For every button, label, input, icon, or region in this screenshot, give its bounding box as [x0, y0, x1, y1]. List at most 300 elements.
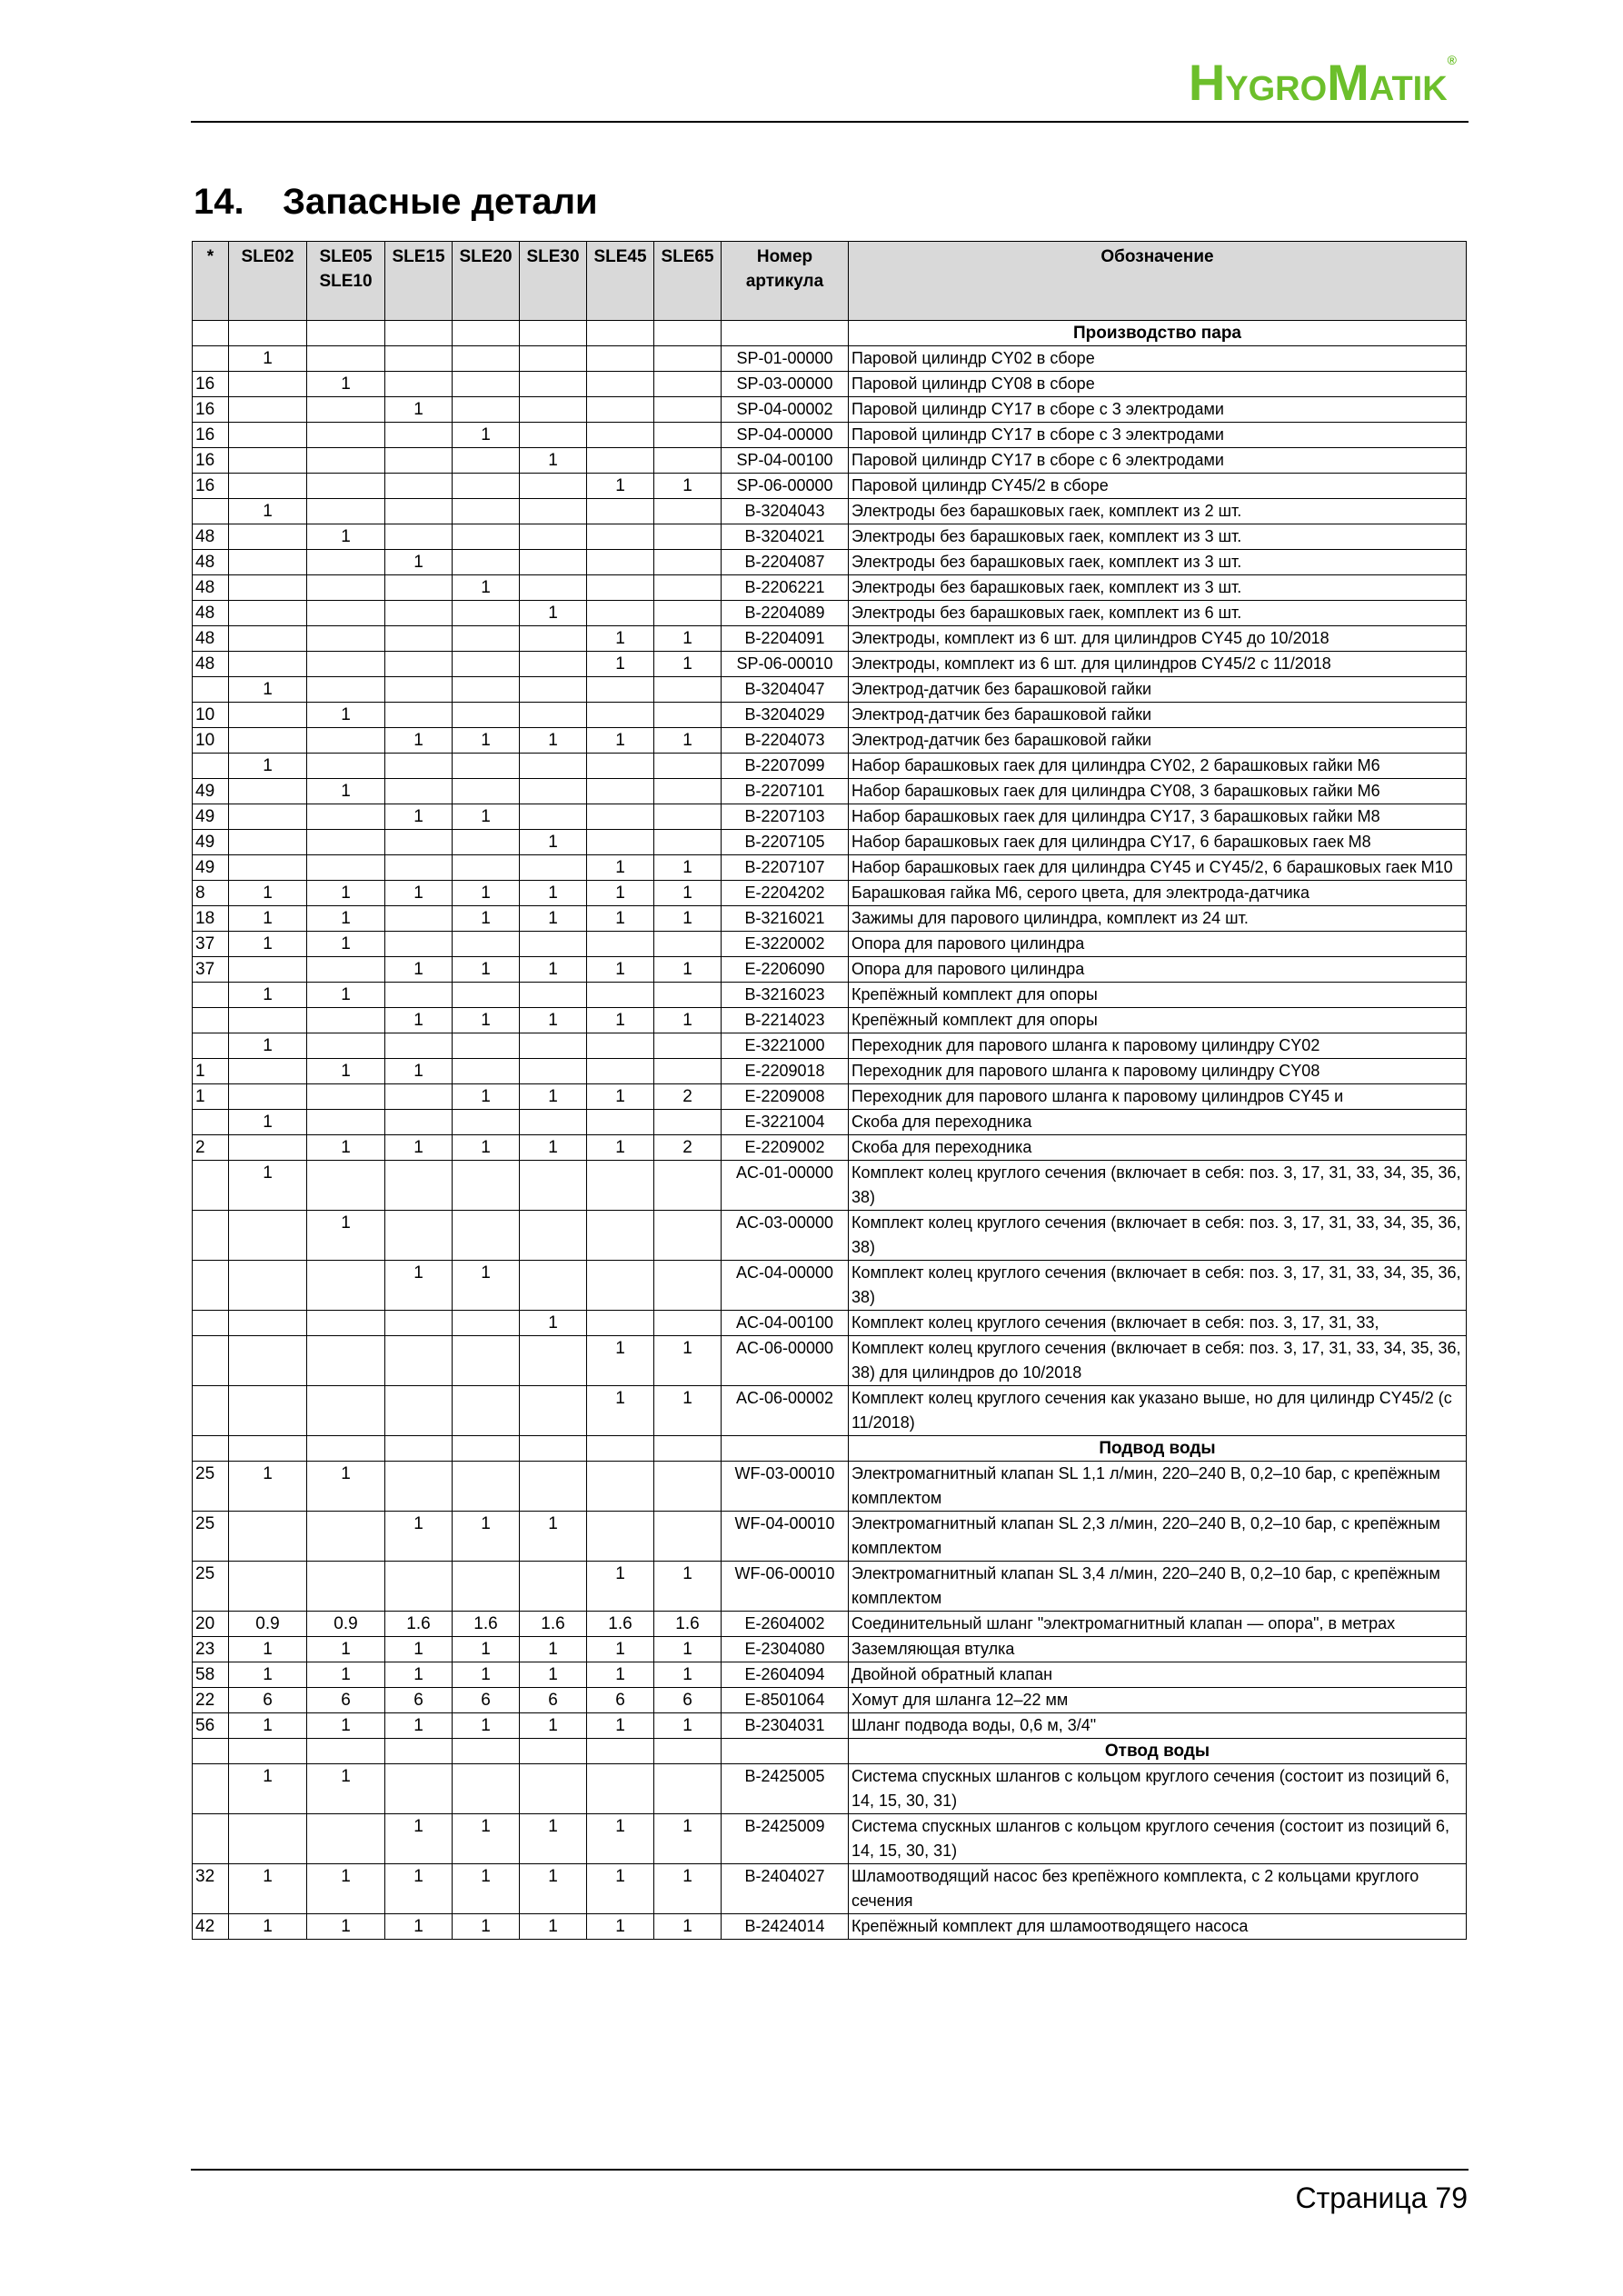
quantity-cell [654, 1033, 722, 1059]
quantity-cell [587, 983, 654, 1008]
quantity-cell: 1 [654, 906, 722, 932]
article-number-cell: E-2209018 [722, 1059, 849, 1084]
quantity-cell [385, 1562, 453, 1612]
table-row [193, 1261, 1467, 1311]
quantity-cell: 1 [453, 728, 520, 754]
quantity-cell: 1 [229, 1713, 307, 1739]
designation-cell: Паровой цилиндр CY17 в сборе с 3 электродами [849, 397, 1467, 423]
quantity-cell [654, 983, 722, 1008]
designation-cell: Паровой цилиндр CY08 в сборе [849, 372, 1467, 397]
quantity-cell: 1 [520, 1713, 587, 1739]
quantity-cell [654, 830, 722, 855]
quantity-cell [385, 932, 453, 957]
quantity-cell: 1 [453, 957, 520, 983]
quantity-cell [654, 1211, 722, 1261]
quantity-cell: 1 [587, 1914, 654, 1940]
quantity-cell [587, 1059, 654, 1084]
article-number-cell: B-2425005 [722, 1764, 849, 1814]
page-number: Страница 79 [1295, 2181, 1468, 2214]
quantity-cell: 6 [307, 1688, 385, 1713]
quantity-cell: 1 [654, 957, 722, 983]
position-cell [193, 1008, 229, 1033]
table-row [193, 1135, 1467, 1161]
quantity-cell: 1 [229, 499, 307, 524]
quantity-cell: 1 [307, 1135, 385, 1161]
quantity-cell [229, 626, 307, 652]
empty-cell [229, 1436, 307, 1462]
quantity-cell [587, 1462, 654, 1512]
quantity-cell [587, 1512, 654, 1562]
position-cell: 49 [193, 855, 229, 881]
quantity-cell [229, 1512, 307, 1562]
quantity-cell [453, 1161, 520, 1211]
quantity-cell: 1 [385, 1914, 453, 1940]
quantity-cell [587, 1311, 654, 1336]
quantity-cell [307, 1814, 385, 1864]
quantity-cell: 1 [520, 1864, 587, 1914]
quantity-cell: 1.6 [453, 1612, 520, 1637]
quantity-cell [520, 1059, 587, 1084]
section-title: Отвод воды [849, 1739, 1467, 1764]
table-row [193, 881, 1467, 906]
quantity-cell: 1 [385, 1662, 453, 1688]
empty-cell [520, 1436, 587, 1462]
quantity-cell: 1 [520, 1311, 587, 1336]
quantity-cell: 1 [385, 1864, 453, 1914]
section-title: Производство пара [849, 321, 1467, 346]
quantity-cell [453, 499, 520, 524]
position-cell [193, 1814, 229, 1864]
designation-cell: Переходник для парового шланга к паровому цилиндров CY45 и [849, 1084, 1467, 1110]
position-cell [193, 1211, 229, 1261]
position-cell: 32 [193, 1864, 229, 1914]
empty-cell [722, 1436, 849, 1462]
quantity-cell: 1 [587, 1713, 654, 1739]
quantity-cell [520, 626, 587, 652]
quantity-cell [307, 626, 385, 652]
quantity-cell: 6 [229, 1688, 307, 1713]
quantity-cell [453, 677, 520, 703]
quantity-cell: 1 [385, 804, 453, 830]
article-number-cell: AC-06-00002 [722, 1386, 849, 1436]
designation-cell: Электрод-датчик без барашковой гайки [849, 703, 1467, 728]
position-cell [193, 1336, 229, 1386]
quantity-cell: 1 [654, 881, 722, 906]
quantity-cell [307, 1336, 385, 1386]
designation-cell: Опора для парового цилиндра [849, 957, 1467, 983]
article-number-cell: E-2209008 [722, 1084, 849, 1110]
col-header-sle05-10: SLE05 SLE10 [307, 242, 385, 321]
quantity-cell: 1 [229, 346, 307, 372]
quantity-cell [453, 474, 520, 499]
quantity-cell: 1 [307, 983, 385, 1008]
position-cell: 48 [193, 626, 229, 652]
empty-cell [385, 1436, 453, 1462]
quantity-cell [307, 804, 385, 830]
article-number-cell: SP-04-00002 [722, 397, 849, 423]
table-row [193, 1512, 1467, 1562]
quantity-cell [654, 423, 722, 448]
quantity-cell [520, 397, 587, 423]
table-row [193, 779, 1467, 804]
quantity-cell [385, 575, 453, 601]
quantity-cell [520, 423, 587, 448]
designation-cell: Скоба для переходника [849, 1135, 1467, 1161]
article-number-cell: AC-04-00100 [722, 1311, 849, 1336]
designation-cell: Соединительный шланг "электромагнитный клапан — опора", в метрах [849, 1612, 1467, 1637]
quantity-cell [307, 1261, 385, 1311]
table-row [193, 499, 1467, 524]
designation-cell: Барашковая гайка M6, серого цвета, для электрода-датчика [849, 881, 1467, 906]
designation-cell: Крепёжный комплект для опоры [849, 1008, 1467, 1033]
designation-cell: Двойной обратный клапан [849, 1662, 1467, 1688]
quantity-cell [307, 1084, 385, 1110]
quantity-cell [307, 448, 385, 474]
quantity-cell: 1 [587, 474, 654, 499]
quantity-cell [385, 1764, 453, 1814]
quantity-cell [453, 754, 520, 779]
quantity-cell [453, 397, 520, 423]
quantity-cell [307, 1110, 385, 1135]
table-row [193, 1612, 1467, 1637]
quantity-cell [385, 626, 453, 652]
quantity-cell [307, 1512, 385, 1562]
quantity-cell [587, 1033, 654, 1059]
table-row [193, 932, 1467, 957]
designation-cell: Шламоотводящий насос без крепёжного комплекта, с 2 кольцами круглого сечения [849, 1864, 1467, 1914]
quantity-cell [385, 1084, 453, 1110]
quantity-cell: 6 [520, 1688, 587, 1713]
quantity-cell [654, 601, 722, 626]
quantity-cell [520, 703, 587, 728]
quantity-cell: 6 [385, 1688, 453, 1713]
quantity-cell [520, 1261, 587, 1311]
position-cell [193, 983, 229, 1008]
article-number-cell: E-3220002 [722, 932, 849, 957]
quantity-cell [587, 601, 654, 626]
position-cell: 16 [193, 448, 229, 474]
quantity-cell [654, 550, 722, 575]
quantity-cell [587, 575, 654, 601]
quantity-cell [229, 601, 307, 626]
quantity-cell: 1 [385, 1059, 453, 1084]
position-cell [193, 499, 229, 524]
table-row [193, 1008, 1467, 1033]
table-row [193, 652, 1467, 677]
quantity-cell [654, 779, 722, 804]
table-row [193, 1059, 1467, 1084]
position-cell [193, 677, 229, 703]
empty-cell [654, 1436, 722, 1462]
quantity-cell: 1 [307, 1662, 385, 1688]
article-number-cell: AC-01-00000 [722, 1161, 849, 1211]
article-number-cell: SP-03-00000 [722, 372, 849, 397]
designation-cell: Крепёжный комплект для опоры [849, 983, 1467, 1008]
quantity-cell [453, 1336, 520, 1386]
quantity-cell: 1 [654, 728, 722, 754]
quantity-cell: 1 [385, 1261, 453, 1311]
quantity-cell: 1 [385, 1637, 453, 1662]
article-number-cell: B-2204087 [722, 550, 849, 575]
table-row [193, 1311, 1467, 1336]
empty-cell [520, 1739, 587, 1764]
quantity-cell: 6 [654, 1688, 722, 1713]
position-cell: 49 [193, 830, 229, 855]
col-header-sle30: SLE30 [520, 242, 587, 321]
quantity-cell: 1 [587, 1386, 654, 1436]
quantity-cell [229, 830, 307, 855]
section-title: Подвод воды [849, 1436, 1467, 1462]
quantity-cell: 1 [385, 550, 453, 575]
quantity-cell: 1 [654, 1914, 722, 1940]
col-header-sle65: SLE65 [654, 242, 722, 321]
quantity-cell [307, 652, 385, 677]
table-row [193, 575, 1467, 601]
quantity-cell [229, 1386, 307, 1436]
quantity-cell [520, 652, 587, 677]
quantity-cell [307, 1562, 385, 1612]
article-number-cell: B-2204091 [722, 626, 849, 652]
empty-cell [193, 1739, 229, 1764]
quantity-cell [453, 830, 520, 855]
quantity-cell: 1 [453, 575, 520, 601]
quantity-cell: 2 [654, 1084, 722, 1110]
article-number-cell: B-2206221 [722, 575, 849, 601]
designation-cell: Набор барашковых гаек для цилиндра CY45 и CY45/2, 6 барашковых гаек M10 [849, 855, 1467, 881]
quantity-cell [385, 906, 453, 932]
designation-cell: Электроды без барашковых гаек, комплект из 3 шт. [849, 524, 1467, 550]
quantity-cell: 1 [385, 1512, 453, 1562]
quantity-cell [453, 1110, 520, 1135]
quantity-cell [587, 677, 654, 703]
table-row [193, 346, 1467, 372]
quantity-cell [587, 550, 654, 575]
article-number-cell: B-2204073 [722, 728, 849, 754]
quantity-cell [654, 703, 722, 728]
quantity-cell [229, 423, 307, 448]
quantity-cell: 1 [385, 881, 453, 906]
quantity-cell: 1 [520, 1008, 587, 1033]
quantity-cell [385, 983, 453, 1008]
quantity-cell [587, 1161, 654, 1211]
designation-cell: Набор барашковых гаек для цилиндра CY17, 3 барашковых гайки M8 [849, 804, 1467, 830]
article-number-cell: B-2214023 [722, 1008, 849, 1033]
quantity-cell [453, 1462, 520, 1512]
quantity-cell [453, 932, 520, 957]
empty-cell [307, 1739, 385, 1764]
quantity-cell: 1 [654, 1562, 722, 1612]
quantity-cell: 1 [587, 1662, 654, 1688]
quantity-cell: 1 [654, 1637, 722, 1662]
quantity-cell: 1 [307, 1914, 385, 1940]
table-row [193, 983, 1467, 1008]
quantity-cell [307, 601, 385, 626]
designation-cell: Опора для парового цилиндра [849, 932, 1467, 957]
quantity-cell [307, 346, 385, 372]
article-number-cell: E-2209002 [722, 1135, 849, 1161]
article-number-cell: B-2424014 [722, 1914, 849, 1940]
empty-cell [453, 321, 520, 346]
quantity-cell: 1 [654, 1386, 722, 1436]
quantity-cell: 1 [453, 423, 520, 448]
quantity-cell: 1 [385, 1008, 453, 1033]
quantity-cell [587, 423, 654, 448]
quantity-cell [587, 754, 654, 779]
quantity-cell [587, 1261, 654, 1311]
quantity-cell: 1 [453, 881, 520, 906]
quantity-cell [229, 703, 307, 728]
article-number-cell: B-2207107 [722, 855, 849, 881]
hygromatik-logo: HYGROMATIK® [1188, 53, 1457, 111]
designation-cell: Зажимы для парового цилиндра, комплект из 24 шт. [849, 906, 1467, 932]
quantity-cell: 1 [520, 1084, 587, 1110]
quantity-cell: 1 [587, 652, 654, 677]
article-number-cell: E-2204202 [722, 881, 849, 906]
quantity-cell: 1 [453, 1914, 520, 1940]
quantity-cell: 1 [587, 855, 654, 881]
table-row [193, 754, 1467, 779]
quantity-cell [229, 1008, 307, 1033]
article-number-cell: SP-04-00100 [722, 448, 849, 474]
quantity-cell: 1 [229, 932, 307, 957]
empty-cell [453, 1739, 520, 1764]
quantity-cell: 1 [587, 1864, 654, 1914]
quantity-cell [229, 397, 307, 423]
article-number-cell: B-2404027 [722, 1864, 849, 1914]
quantity-cell [385, 754, 453, 779]
empty-cell [520, 321, 587, 346]
table-row [193, 677, 1467, 703]
position-cell [193, 1110, 229, 1135]
quantity-cell: 1 [453, 804, 520, 830]
quantity-cell: 1.6 [385, 1612, 453, 1637]
position-cell: 42 [193, 1914, 229, 1940]
quantity-cell: 1 [385, 1713, 453, 1739]
quantity-cell [520, 524, 587, 550]
position-cell: 20 [193, 1612, 229, 1637]
quantity-cell [229, 652, 307, 677]
article-number-cell: B-3216021 [722, 906, 849, 932]
quantity-cell [385, 524, 453, 550]
table-header-row [193, 242, 1467, 321]
designation-cell: Набор барашковых гаек для цилиндра CY17, 6 барашковых гаек M8 [849, 830, 1467, 855]
designation-cell: Набор барашковых гаек для цилиндра CY08, 3 барашковых гайки M6 [849, 779, 1467, 804]
quantity-cell: 1 [587, 1135, 654, 1161]
quantity-cell: 1 [654, 474, 722, 499]
quantity-cell [453, 346, 520, 372]
quantity-cell [453, 1033, 520, 1059]
quantity-cell [385, 779, 453, 804]
quantity-cell [229, 1059, 307, 1084]
position-cell: 23 [193, 1637, 229, 1662]
quantity-cell [520, 1764, 587, 1814]
quantity-cell [520, 1562, 587, 1612]
table-row [193, 524, 1467, 550]
quantity-cell: 1 [520, 906, 587, 932]
table-row [193, 855, 1467, 881]
quantity-cell: 1 [587, 1562, 654, 1612]
designation-cell: Крепёжный комплект для шламоотводящего насоса [849, 1914, 1467, 1940]
designation-cell: Электроды без барашковых гаек, комплект из 6 шт. [849, 601, 1467, 626]
quantity-cell [587, 372, 654, 397]
quantity-cell [453, 601, 520, 626]
position-cell: 48 [193, 575, 229, 601]
designation-cell: Переходник для парового шланга к паровому цилиндру CY02 [849, 1033, 1467, 1059]
quantity-cell [307, 474, 385, 499]
quantity-cell: 1 [453, 1814, 520, 1864]
article-number-cell: E-3221000 [722, 1033, 849, 1059]
quantity-cell [307, 1161, 385, 1211]
quantity-cell [520, 804, 587, 830]
quantity-cell: 1 [520, 1135, 587, 1161]
col-header-sle02: SLE02 [229, 242, 307, 321]
quantity-cell: 1 [229, 1764, 307, 1814]
table-row [193, 1814, 1467, 1864]
quantity-cell: 1 [229, 1662, 307, 1688]
quantity-cell [307, 1008, 385, 1033]
table-row [193, 957, 1467, 983]
quantity-cell [654, 397, 722, 423]
quantity-cell [654, 346, 722, 372]
quantity-cell: 1 [654, 1864, 722, 1914]
quantity-cell [520, 1033, 587, 1059]
quantity-cell [229, 1135, 307, 1161]
table-row [193, 1033, 1467, 1059]
designation-cell: Шланг подвода воды, 0,6 м, 3/4" [849, 1713, 1467, 1739]
quantity-cell: 1 [385, 728, 453, 754]
quantity-cell [307, 397, 385, 423]
quantity-cell: 1 [307, 703, 385, 728]
quantity-cell: 1 [654, 626, 722, 652]
article-number-cell: E-2604094 [722, 1662, 849, 1688]
quantity-cell: 1 [654, 1662, 722, 1688]
article-number-cell: B-3204043 [722, 499, 849, 524]
table-row [193, 1336, 1467, 1386]
quantity-cell [385, 499, 453, 524]
quantity-cell [307, 677, 385, 703]
quantity-cell [307, 423, 385, 448]
quantity-cell [385, 830, 453, 855]
quantity-cell: 1 [307, 1211, 385, 1261]
quantity-cell: 1.6 [520, 1612, 587, 1637]
empty-cell [307, 1436, 385, 1462]
col-header-sle15: SLE15 [385, 242, 453, 321]
quantity-cell: 1 [587, 881, 654, 906]
table-row [193, 474, 1467, 499]
article-number-cell: E-3221004 [722, 1110, 849, 1135]
quantity-cell [520, 779, 587, 804]
quantity-cell [385, 1311, 453, 1336]
designation-cell: Электроды, комплект из 6 шт. для цилиндров CY45/2 с 11/2018 [849, 652, 1467, 677]
position-cell: 16 [193, 423, 229, 448]
article-number-cell: E-2604002 [722, 1612, 849, 1637]
position-cell: 1 [193, 1084, 229, 1110]
table-row [193, 1110, 1467, 1135]
quantity-cell [587, 804, 654, 830]
designation-cell: Электромагнитный клапан SL 3,4 л/мин, 220–240 В, 0,2–10 бар, с крепёжным комплектом [849, 1562, 1467, 1612]
quantity-cell: 2 [654, 1135, 722, 1161]
quantity-cell: 1 [520, 1637, 587, 1662]
quantity-cell [587, 1110, 654, 1135]
quantity-cell [520, 550, 587, 575]
quantity-cell [520, 1462, 587, 1512]
quantity-cell: 1 [229, 1033, 307, 1059]
empty-cell [385, 1739, 453, 1764]
position-cell: 48 [193, 550, 229, 575]
quantity-cell [520, 932, 587, 957]
quantity-cell [520, 677, 587, 703]
quantity-cell [385, 423, 453, 448]
